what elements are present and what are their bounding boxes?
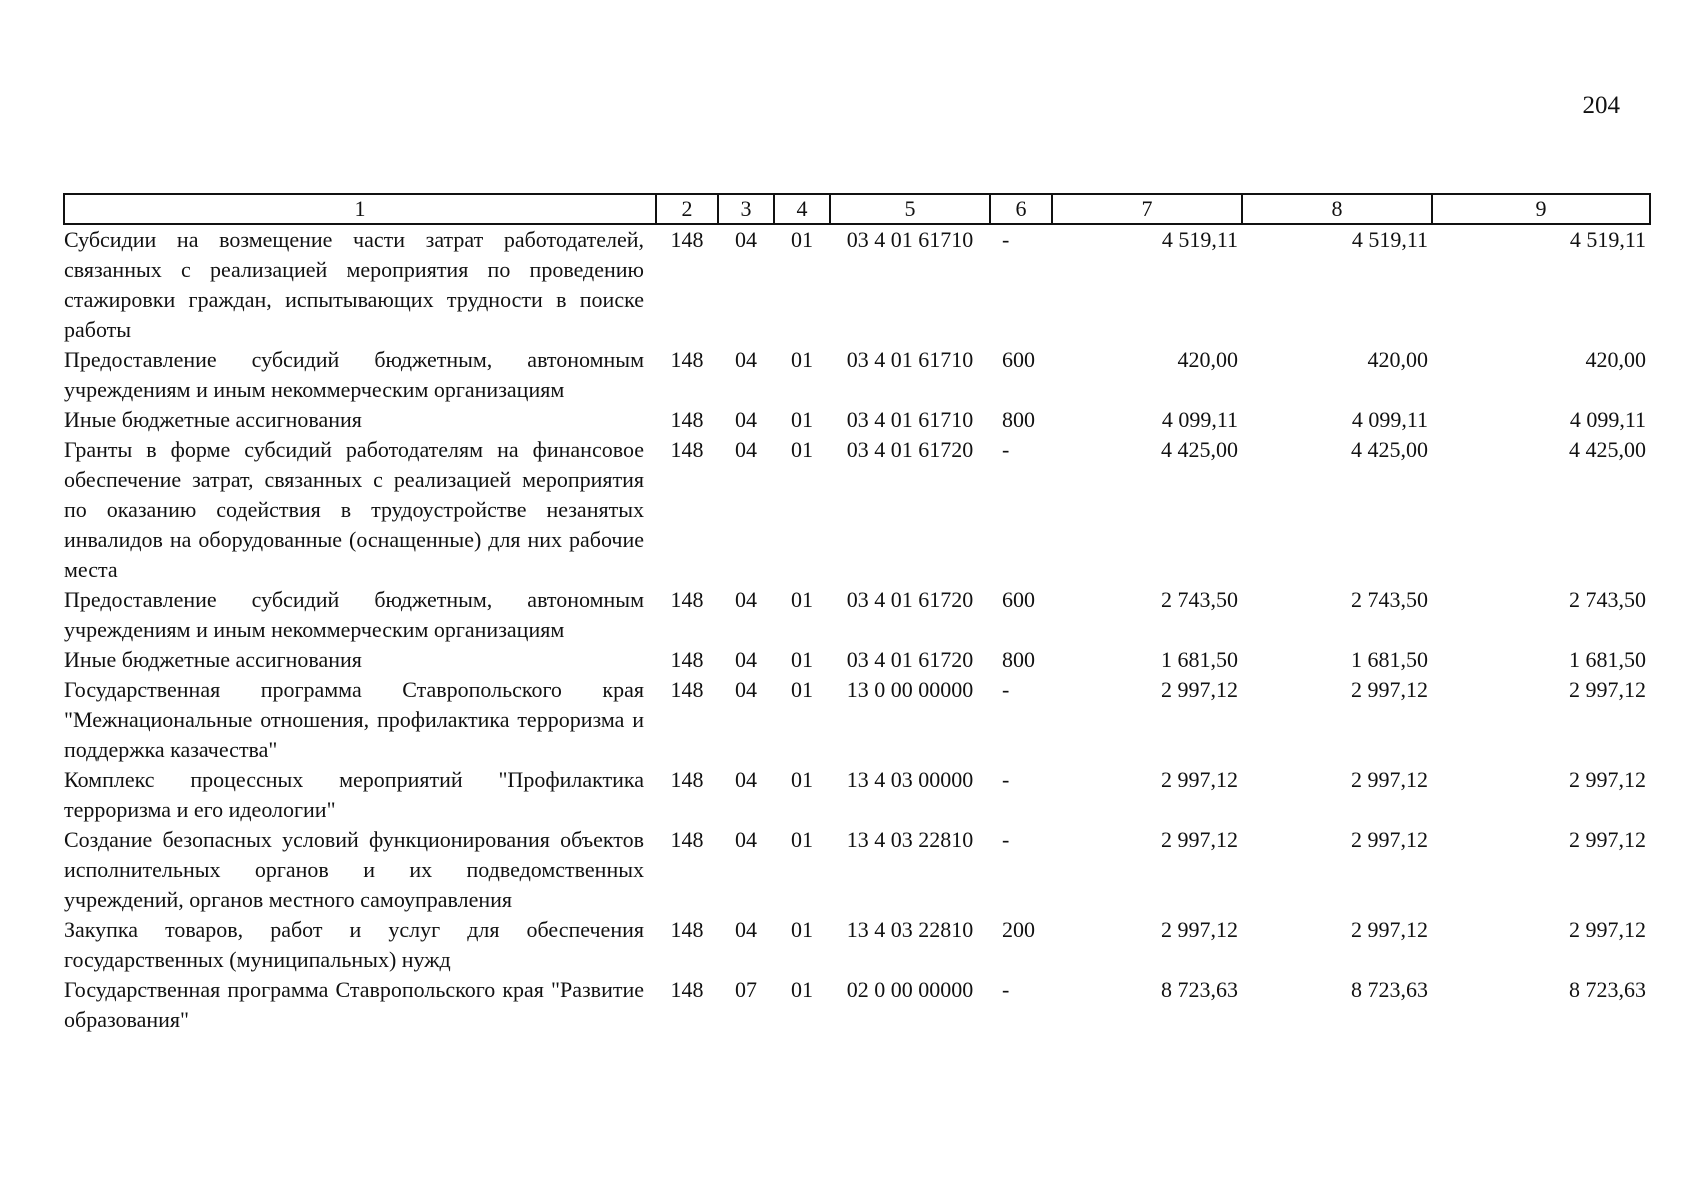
table-cell-col4: 01 [791,647,813,672]
table-cell-col9: 2 997,12 [1569,677,1646,702]
column-header-9: 9 [1432,194,1650,224]
table-cell-col8: 2 997,12 [1351,917,1428,942]
column-header-7: 7 [1052,194,1242,224]
table-cell-col8: 4 519,11 [1351,227,1428,252]
table-cell-col9: 4 425,00 [1569,437,1646,462]
table-cell-col9: 1 681,50 [1569,647,1646,672]
table-cell-col4: 01 [791,227,813,252]
page-number: 204 [1582,92,1620,119]
table-cell-col3: 04 [735,647,757,672]
table-cell-col6: - [1002,677,1010,702]
column-header-8: 8 [1242,194,1432,224]
table-cell-col9: 2 997,12 [1569,827,1646,852]
table-body [64,224,1650,1035]
table-cell-col8: 4 425,00 [1351,437,1428,462]
table-row [64,765,1650,825]
table-cell-col6: - [1002,767,1010,792]
table-cell-col3: 04 [735,917,757,942]
table-cell-col6: - [1002,437,1010,462]
table-cell-col5: 03 4 01 61720 [846,437,974,462]
table-cell-col8: 2 997,12 [1351,767,1428,792]
table-cell-col2: 148 [670,827,704,852]
column-header-5: 5 [830,194,990,224]
table-cell-col3: 04 [735,767,757,792]
table-cell-col3: 04 [735,407,757,432]
table-cell-col7: 4 519,11 [1161,227,1238,252]
table-cell-col8: 8 723,63 [1351,977,1428,1002]
table-cell-col1: Субсидии на возмещение части затрат работодателей, связанных с реализацией мероприятия по проведению стажировки граждан, испытывающих трудности в поиске работы [64,227,644,342]
table-cell-col4: 01 [791,677,813,702]
table-cell-col2: 148 [670,977,704,1002]
table-row [64,825,1650,915]
table-row [64,975,1650,1035]
table-cell-col9: 420,00 [1585,347,1646,372]
table-cell-col1: Предоставление субсидий бюджетным, автономным учреждениям и иным некоммерческим организациям [64,347,644,402]
column-header-1: 1 [64,194,656,224]
table-cell-col6: 200 [1002,917,1035,942]
table-cell-col7: 2 997,12 [1161,917,1238,942]
table-cell-col1: Государственная программа Ставропольского края "Развитие образования" [64,977,644,1032]
table-cell-col2: 148 [670,767,704,792]
column-header-3: 3 [718,194,774,224]
table-row [64,345,1650,405]
table-cell-col4: 01 [791,827,813,852]
table-cell-col5: 03 4 01 61710 [846,407,974,432]
table-cell-col6: - [1002,977,1010,1002]
table-cell-col7: 420,00 [1177,347,1238,372]
table-cell-col5: 03 4 01 61710 [846,347,974,372]
table-cell-col8: 1 681,50 [1351,647,1428,672]
table-cell-col2: 148 [670,677,704,702]
table-row [64,645,1650,675]
table-cell-col4: 01 [791,917,813,942]
table-row [64,224,1650,345]
table-cell-col2: 148 [670,917,704,942]
table-row [64,915,1650,975]
table-cell-col5: 13 4 03 22810 [846,827,974,852]
table-cell-col6: - [1002,227,1010,252]
table-cell-col5: 13 4 03 22810 [846,917,974,942]
table-cell-col1: Закупка товаров, работ и услуг для обеспечения государственных (муниципальных) нужд [64,917,644,972]
table-cell-col7: 4 425,00 [1161,437,1238,462]
table-cell-col2: 148 [670,647,704,672]
table-cell-col4: 01 [791,977,813,1002]
table-cell-col4: 01 [791,437,813,462]
table-cell-col5: 02 0 00 00000 [846,977,974,1002]
table-row [64,585,1650,645]
table-cell-col7: 2 743,50 [1161,587,1238,612]
table-cell-col9: 8 723,63 [1569,977,1646,1002]
table-cell-col1: Комплекс процессных мероприятий "Профилактика терроризма и его идеологии" [64,767,644,822]
table-cell-col7: 8 723,63 [1161,977,1238,1002]
table-cell-col1: Государственная программа Ставропольского края "Межнациональные отношения, профилактика терроризма и поддержка казачества" [64,677,644,762]
header-row [64,194,1650,224]
table-cell-col2: 148 [670,437,704,462]
table-cell-col4: 01 [791,407,813,432]
table-cell-col3: 04 [735,347,757,372]
table-cell-col9: 4 519,11 [1569,227,1646,252]
table-cell-col2: 148 [670,227,704,252]
table-cell-col6: - [1002,827,1010,852]
table-cell-col9: 2 997,12 [1569,767,1646,792]
table-cell-col3: 04 [735,827,757,852]
table-row [64,675,1650,765]
table-cell-col5: 03 4 01 61710 [846,227,974,252]
table-cell-col8: 2 743,50 [1351,587,1428,612]
table-row [64,435,1650,585]
table-cell-col6: 600 [1002,587,1035,612]
table-cell-col2: 148 [670,587,704,612]
table-cell-col2: 148 [670,407,704,432]
table-cell-col1: Гранты в форме субсидий работодателям на финансовое обеспечение затрат, связанных с реализацией мероприятия по оказанию содействия в трудоустройстве незанятых инвалидов на оборудованные (оснащенные) для них рабочие места [64,437,644,582]
table-cell-col8: 4 099,11 [1351,407,1428,432]
table-header [64,194,1650,224]
table-row [64,405,1650,435]
table-cell-col1: Создание безопасных условий функционирования объектов исполнительных органов и их подведомственных учреждений, органов местного самоуправления [64,827,644,912]
table-cell-col6: 800 [1002,407,1035,432]
table-cell-col4: 01 [791,347,813,372]
table-cell-col8: 2 997,12 [1351,677,1428,702]
table-cell-col1: Иные бюджетные ассигнования [64,407,362,432]
table-cell-col6: 800 [1002,647,1035,672]
table-cell-col9: 4 099,11 [1569,407,1646,432]
table-cell-col1: Иные бюджетные ассигнования [64,647,362,672]
table-cell-col8: 2 997,12 [1351,827,1428,852]
table-cell-col5: 03 4 01 61720 [846,647,974,672]
column-header-2: 2 [656,194,718,224]
table-cell-col7: 2 997,12 [1161,767,1238,792]
table-cell-col4: 01 [791,587,813,612]
table-cell-col7: 4 099,11 [1161,407,1238,432]
table-cell-col7: 1 681,50 [1161,647,1238,672]
table-cell-col3: 04 [735,227,757,252]
table-cell-col1: Предоставление субсидий бюджетным, автономным учреждениям и иным некоммерческим организациям [64,587,644,642]
table-cell-col2: 148 [670,347,704,372]
table-cell-col3: 04 [735,437,757,462]
table-cell-col4: 01 [791,767,813,792]
budget-table [63,193,1651,1035]
table-cell-col5: 13 4 03 00000 [846,767,974,792]
column-header-6: 6 [990,194,1052,224]
table-cell-col8: 420,00 [1367,347,1428,372]
table-cell-col9: 2 997,12 [1569,917,1646,942]
table-cell-col6: 600 [1002,347,1035,372]
table-cell-col3: 04 [735,587,757,612]
table-cell-col7: 2 997,12 [1161,677,1238,702]
table-cell-col9: 2 743,50 [1569,587,1646,612]
table-cell-col5: 13 0 00 00000 [846,677,974,702]
table-cell-col7: 2 997,12 [1161,827,1238,852]
column-header-4: 4 [774,194,830,224]
table-cell-col3: 07 [735,977,757,1002]
table-cell-col5: 03 4 01 61720 [846,587,974,612]
table-cell-col3: 04 [735,677,757,702]
